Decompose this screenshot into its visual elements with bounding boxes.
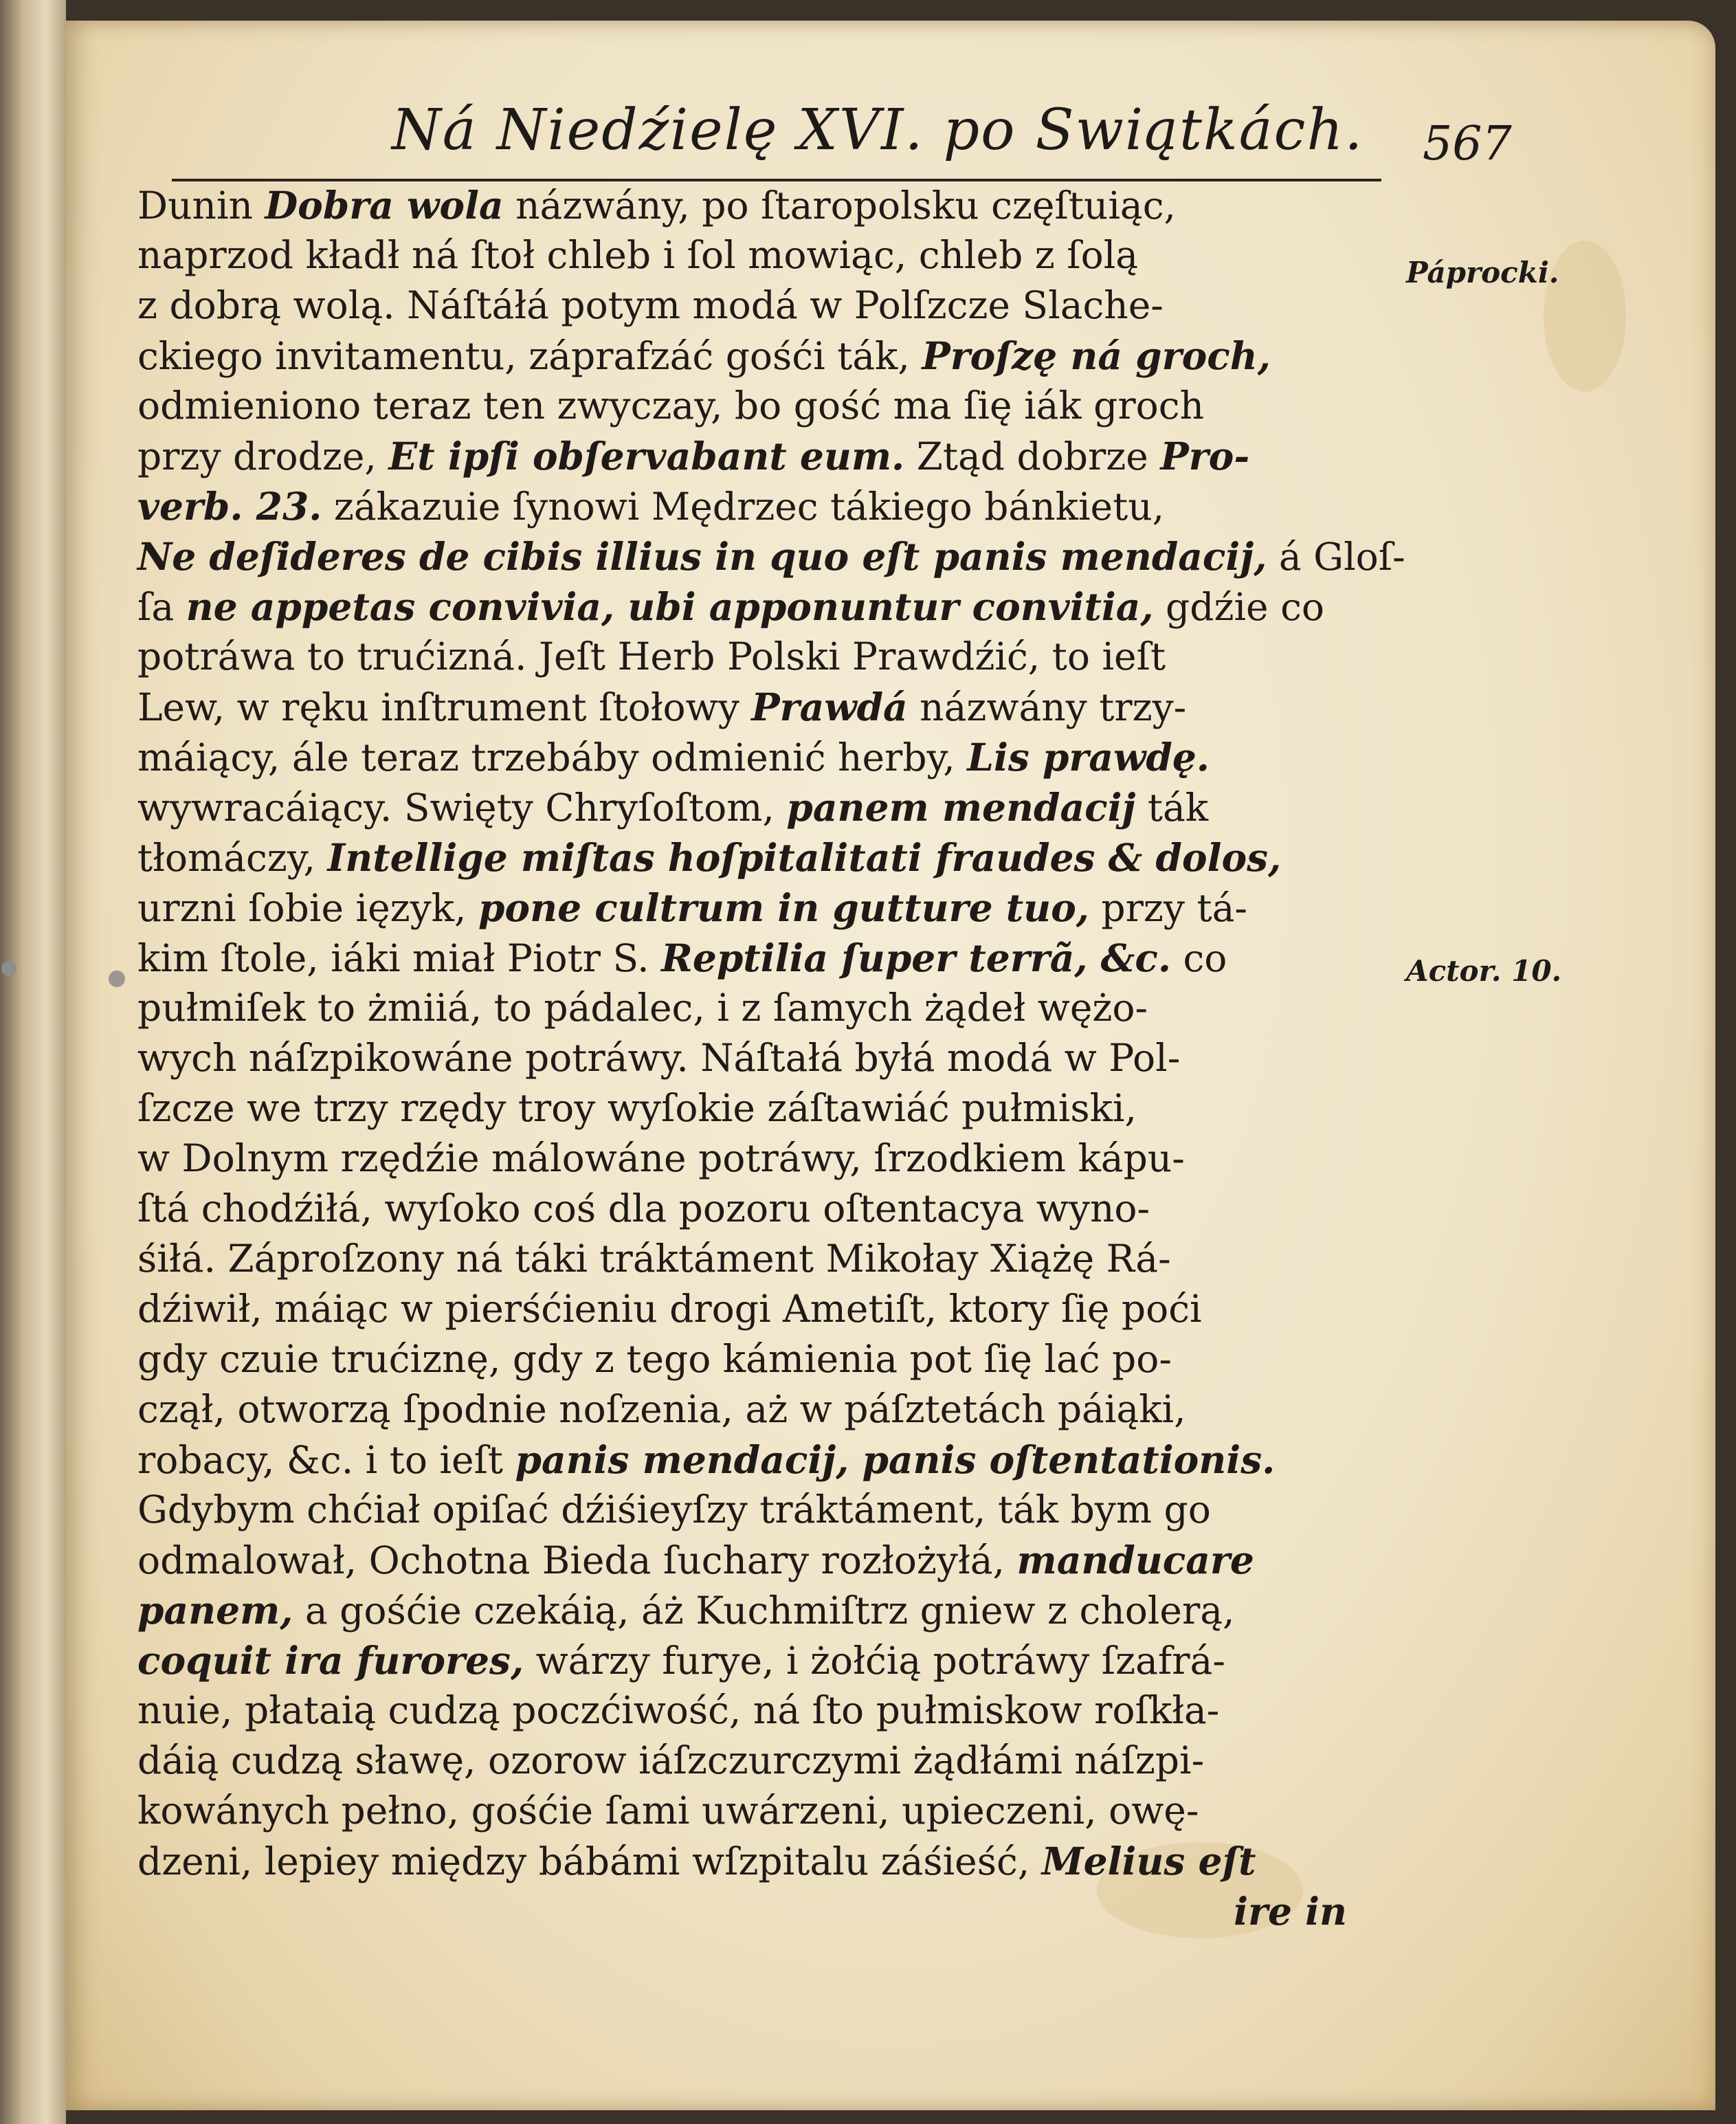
italic-latin-run: coquit ira furores, [137,1638,524,1683]
text-run: ckiego invitamentu, záprafzáć gośći ták, [137,334,922,378]
margin-note-paprocki: Páprocki. [1406,256,1559,289]
italic-latin-run: Reptilia ſuper terrã, &c. [661,936,1171,980]
text-line [137,1585,1402,1635]
italic-latin-run: ire in [1234,1889,1347,1934]
text-line [137,331,1402,381]
text-line [137,381,1402,431]
text-run: dzeni, lepiey między bábámi wſzpitalu záśieść, [137,1839,1042,1883]
text-line [137,632,1402,682]
italic-latin-run: panem mendacij [786,785,1136,830]
text-run: ſzcze we trzy rzędy troy wyſokie záſtawiáć pułmiski, [137,1086,1137,1130]
italic-latin-run: Intellige miſtas hoſpitalitati fraudes & dolos, [327,835,1282,880]
text-run: dáią cudzą sławę, ozorow iáſzczurczymi żądłámi náſzpi- [137,1738,1205,1782]
text-run: pułmiſek to żmiiá, to pádalec, i z ſamych żądeł wężo- [137,986,1148,1030]
italic-latin-run: panem, [137,1588,293,1633]
text-run: tłomáczy, [137,836,328,880]
text-line [137,1033,1402,1083]
body-text [137,180,1405,1936]
text-line [137,582,1402,632]
text-run: wywracáiący. Swięty Chryſoſtom, [137,786,787,830]
text-run: máiący, ále teraz trzebáby odmienić herby, [137,735,968,779]
text-run: odmieniono teraz ten zwyczay, bo gość ma ſię iák groch [137,384,1205,428]
text-run: potráwa to trućizná. Jeſt Herb Polski Prawdźić, to ieſt [137,634,1166,678]
italic-latin-run: Prawdá [751,685,908,729]
italic-latin-run: Dobra wola [265,183,504,228]
text-run: urzni ſobie ięzyk, [137,886,478,930]
text-run: śiłá. Záproſzony ná táki tráktáment Mikołay Xiążę Rá- [137,1237,1171,1281]
italic-latin-run: Ne deſideres de cibis illius in quo eſt panis mendacij, [137,534,1267,579]
text-line [137,1635,1402,1685]
binding-hole-left [1,961,16,976]
text-line [137,732,1402,782]
text-run: gdy czuie trućiznę, gdy z tego kámienia pot ſię lać po- [137,1337,1172,1381]
italic-latin-run: manducare [1016,1538,1254,1582]
text-line [137,883,1402,933]
italic-latin-run: panis mendacij, panis oſtentationis. [515,1437,1276,1482]
text-run: Lew, w ręku inſtrument ſtołowy [137,685,752,729]
text-line [137,230,1402,280]
text-line [137,531,1405,582]
text-line [137,431,1402,481]
italic-latin-run: verb. 23. [137,484,322,529]
text-line [137,782,1402,832]
text-line [137,1083,1402,1133]
text-line [137,983,1402,1033]
text-run: przy tá- [1089,886,1247,930]
text-run: ſa [137,585,186,629]
text-line [137,1535,1402,1585]
text-run: Dunin [137,184,265,228]
text-line [137,1184,1402,1234]
text-run: nuie, płataią cudzą poczćiwość, ná ſto pułmiskow roſkła- [137,1688,1220,1732]
text-run: názwány trzy- [907,685,1187,729]
page-number: 567 [1423,117,1512,171]
text-line [137,1736,1402,1786]
italic-latin-run: pone cultrum in gutture tuo, [478,885,1089,930]
text-run: naprzod kładł ná ſtoł chleb i ſol mowiąc, chleb z ſolą [137,233,1139,277]
text-run: wárzy furye, i żołćią potráwy ſzafrá- [524,1639,1225,1683]
text-run: robacy, &c. i to ieſt [137,1438,515,1482]
text-run: názwány, po ſtaropolsku częſtuiąc, [503,184,1177,228]
margin-note-actor: Actor. 10. [1406,954,1562,988]
italic-latin-run: Pro- [1160,434,1250,478]
text-line [137,1284,1402,1334]
text-run: przy drodze, [137,434,389,478]
text-run: a gośćie czekáią, áż Kuchmiſtrz gniew z cholerą, [293,1589,1235,1633]
binding-hole [109,971,125,987]
text-line [137,481,1402,531]
italic-latin-run: Melius eſt [1041,1839,1256,1883]
text-line [137,1685,1402,1736]
text-run: Gdybym chćiał opiſać dźiśieyſzy tráktáment, ták bym go [137,1487,1211,1531]
text-line [137,1836,1402,1886]
text-line [137,832,1402,883]
running-title: Ná Niedźielę XVI. po Swiątkách. [392,98,1364,163]
text-line [137,280,1402,331]
text-run: co [1170,936,1227,980]
text-line [137,1485,1402,1535]
text-line [137,180,1402,230]
text-line [137,933,1402,983]
text-run: dźiwił, máiąc w pierśćieniu drogi Ametiſt, ktory ſię poći [137,1287,1202,1331]
text-run: Ztąd dobrze [904,434,1161,478]
text-run: kowánych pełno, gośćie ſami uwárzeni, upieczeni, owę- [137,1789,1199,1833]
text-run: w Dolnym rzędźie málowáne potráwy, ſrzodkiem kápu- [137,1136,1185,1180]
italic-latin-run: Proſzę ná groch, [922,333,1271,378]
italic-latin-run: Et ipſi obſervabant eum. [388,434,905,478]
text-line [137,1133,1402,1184]
text-line [137,682,1402,732]
facing-page-edge [0,0,66,2124]
text-line [137,1786,1402,1836]
italic-latin-run: Lis prawdę. [967,735,1210,779]
text-line [137,1384,1402,1435]
text-run: á Gloſ- [1267,535,1405,579]
text-run: ták [1135,786,1209,830]
text-run: z dobrą wolą. Náſtáłá potym modá w Polſzcze Slache- [137,283,1164,327]
italic-latin-run: ne appetas convivia, ubi apponuntur convitia, [186,584,1154,629]
text-line [137,1234,1402,1284]
running-header [172,82,1381,181]
text-run: kim ſtole, iáki miał Piotr S. [137,936,662,980]
text-run: zákazuie ſynowi Mędrzec tákiego bánkietu, [322,485,1165,529]
text-line [137,1334,1402,1384]
text-run: czął, otworzą ſpodnie noſzenia, aż w páſztetách páiąki, [137,1387,1186,1431]
text-line [137,1435,1402,1485]
text-run: odmalował, Ochotna Bieda ſuchary rozłożyłá, [137,1538,1017,1582]
text-run: gdźie co [1153,585,1324,629]
text-run: wych náſzpikowáne potráwy. Náſtałá byłá modá w Pol- [137,1036,1181,1080]
text-run: ſtá chodźiłá, wyſoko coś dla pozoru oſtentacya wyno- [137,1186,1150,1230]
text-line [137,1886,1402,1936]
